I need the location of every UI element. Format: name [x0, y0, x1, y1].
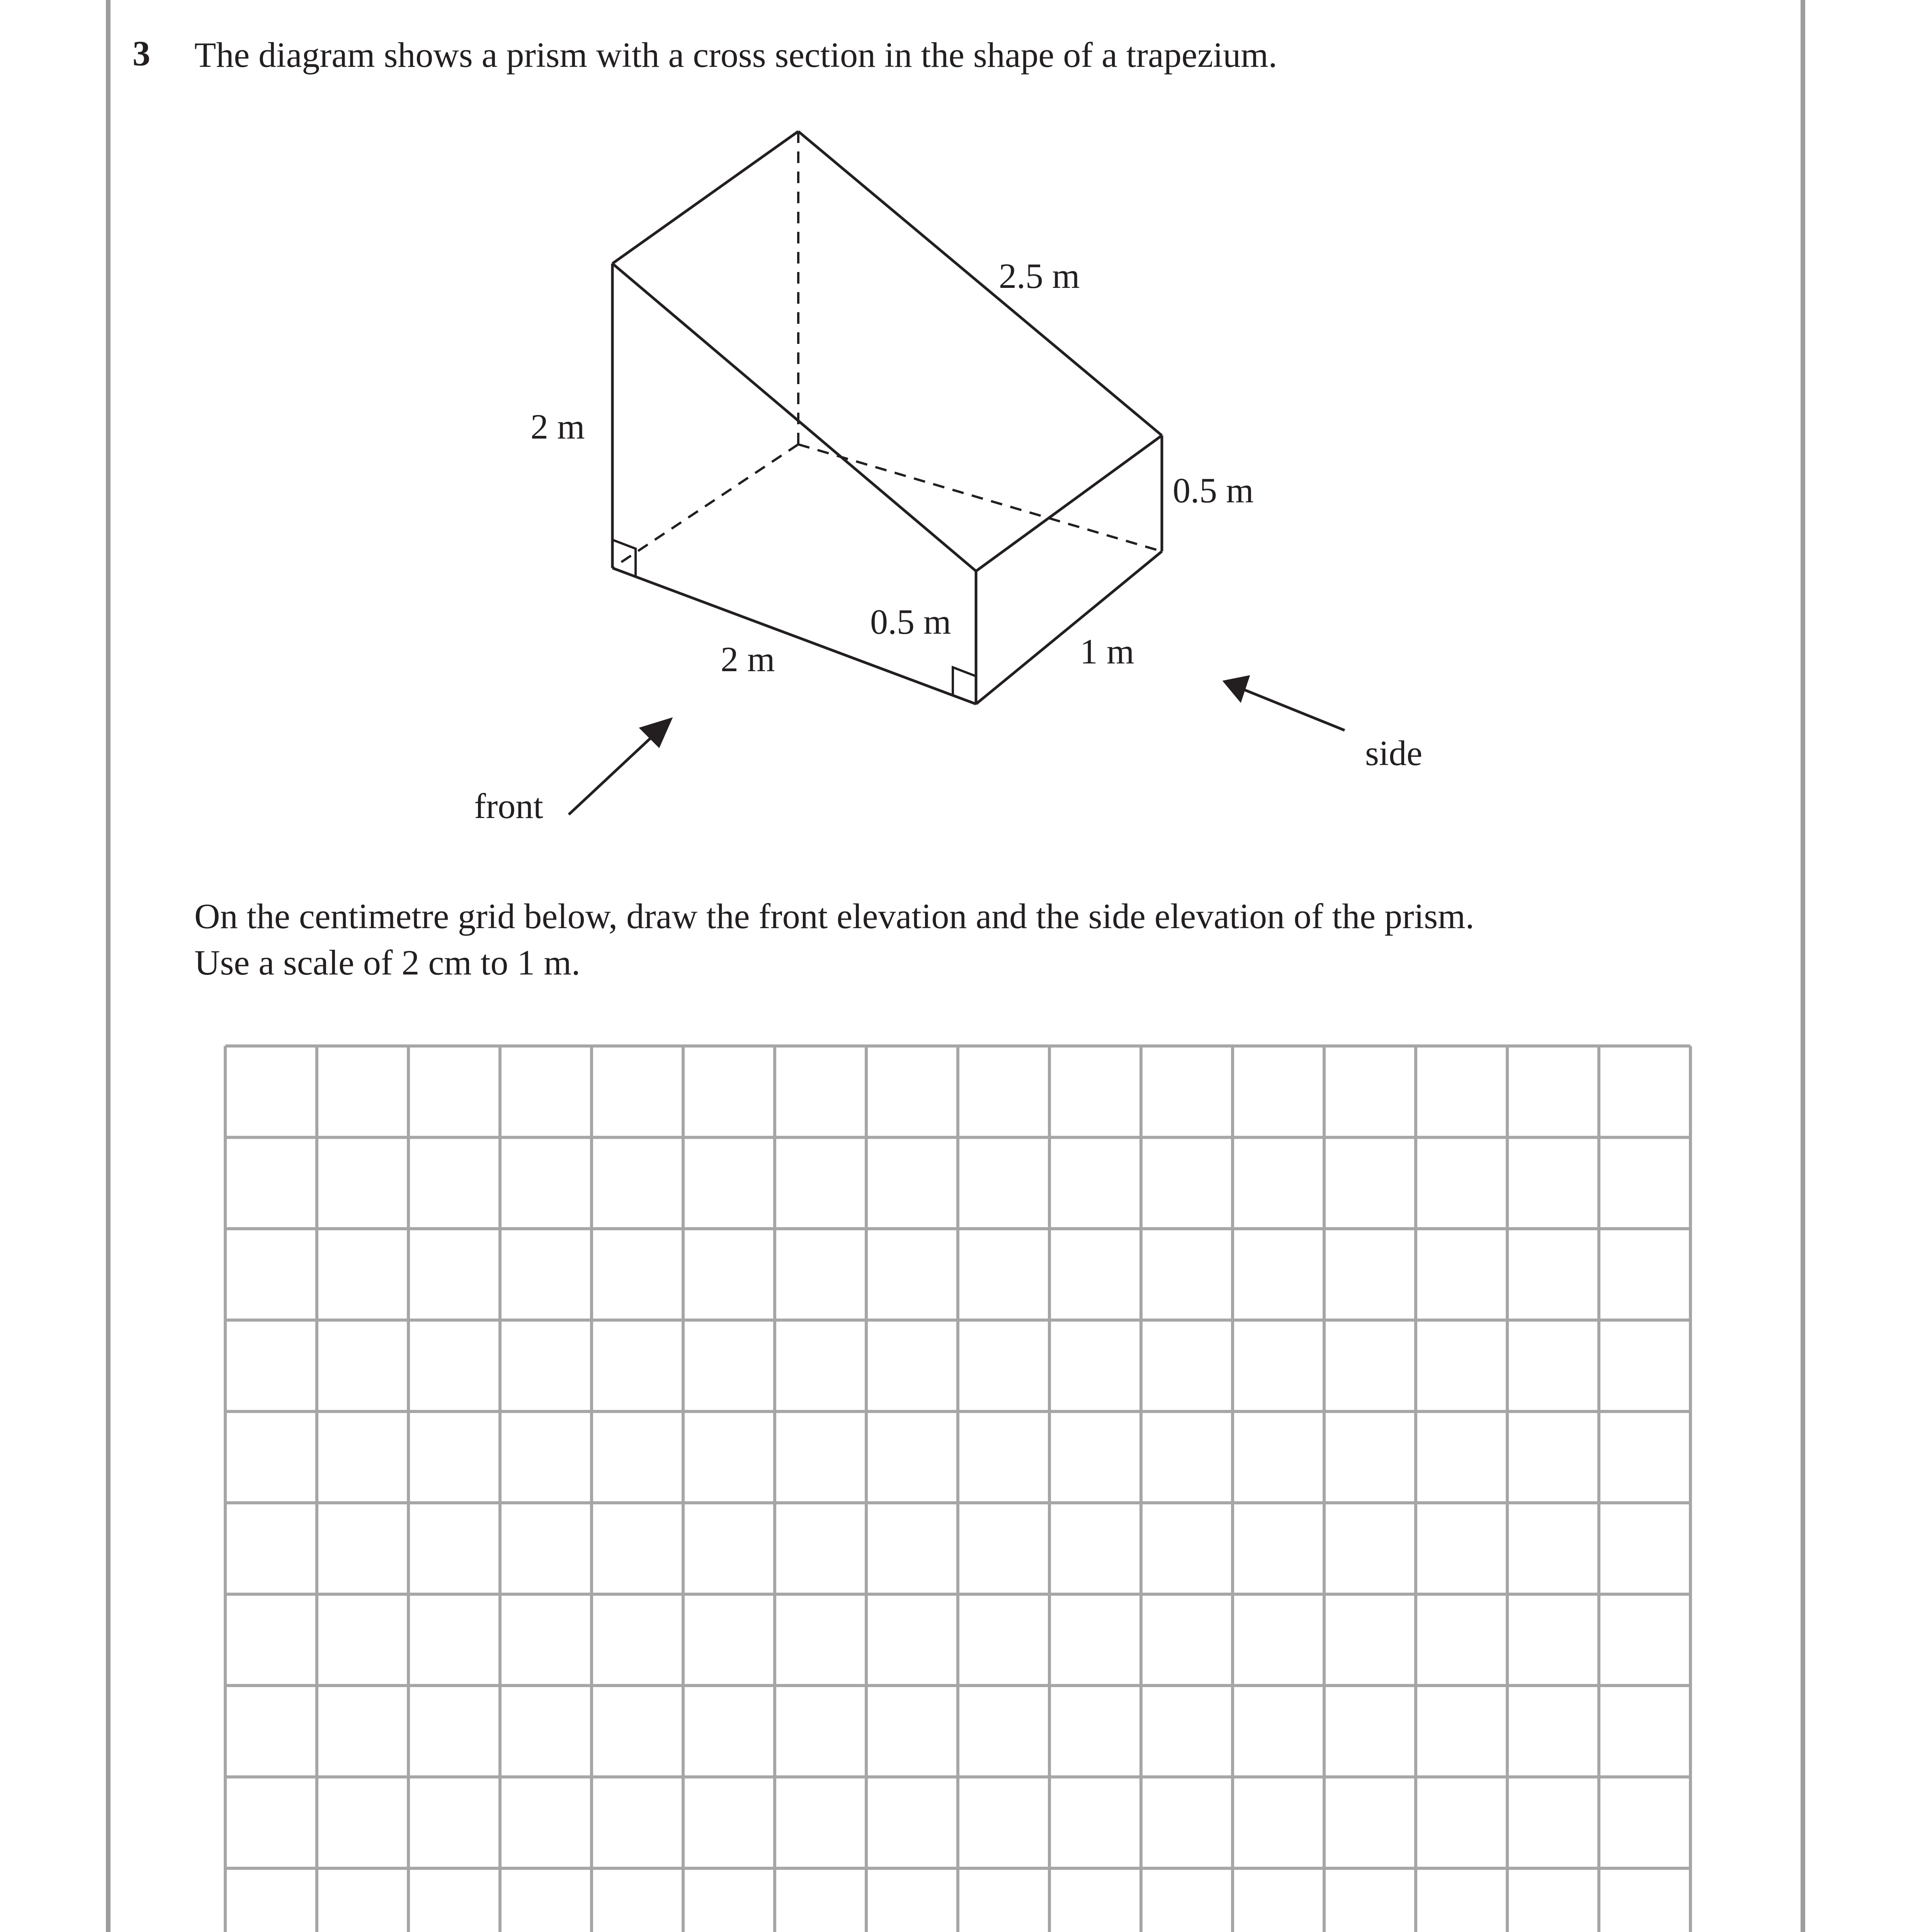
question-intro: The diagram shows a prism with a cross section in the shape of a trapezium.	[194, 35, 1277, 75]
label-side-view: side	[1365, 733, 1423, 773]
label-side-depth: 1 m	[1080, 632, 1134, 671]
question-instruction-line-1: On the centimetre grid below, draw the front elevation and the side elevation of the prism.	[194, 896, 1474, 936]
label-right-height: 0.5 m	[1173, 471, 1254, 510]
question-number: 3	[133, 34, 150, 73]
label-top-edge: 2.5 m	[999, 256, 1080, 296]
question-instruction-line-2: Use a scale of 2 cm to 1 m.	[194, 943, 580, 982]
label-front-width: 2 m	[721, 639, 775, 679]
label-front-height: 0.5 m	[870, 602, 951, 641]
label-left-height: 2 m	[531, 407, 585, 446]
label-front-view: front	[474, 786, 543, 826]
